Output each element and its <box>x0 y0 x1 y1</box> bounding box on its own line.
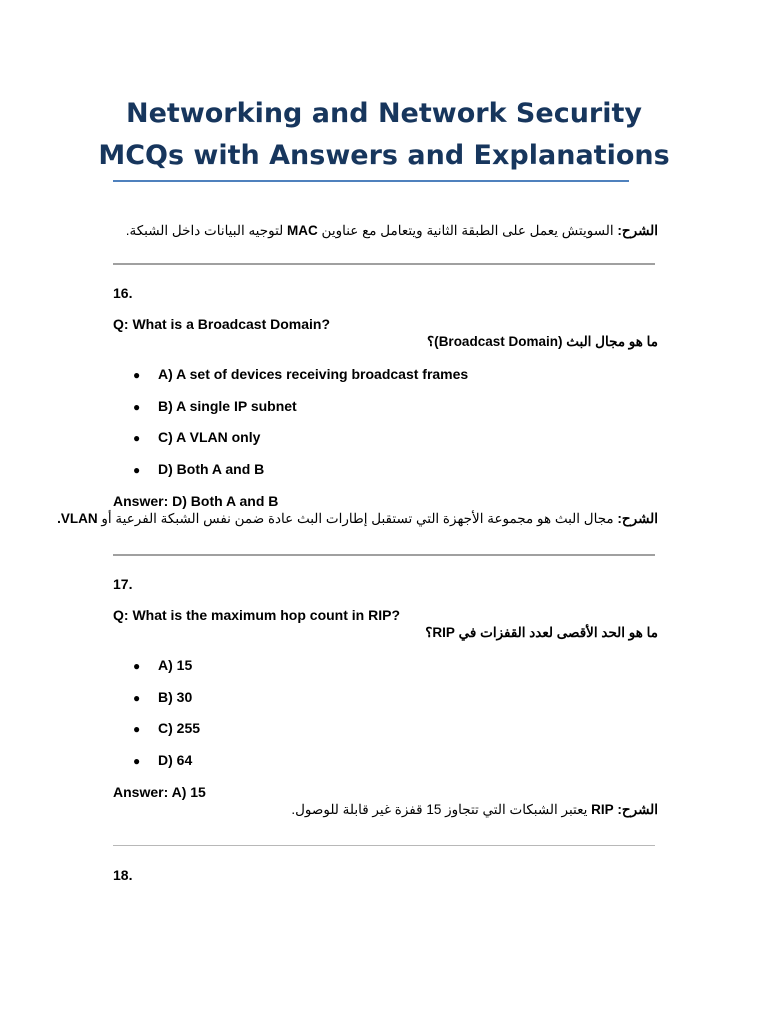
bullet-icon: ● <box>133 691 141 705</box>
section-divider <box>113 263 655 265</box>
bullet-icon: ● <box>133 368 141 382</box>
explanation-line <box>113 801 658 819</box>
bullet-icon: ● <box>133 431 141 445</box>
question-number: 16. <box>113 285 133 301</box>
explanation-text: مجال البث هو مجموعة الأجهزة التي تستقبل إطارات البث عادة ضمن نفس الشبكة الفرعية أو <box>101 511 614 526</box>
section-divider <box>113 554 655 556</box>
page-title-line1: Networking and Network Security <box>126 98 642 129</box>
question-text-ar <box>113 624 658 642</box>
option-item <box>133 397 297 416</box>
question-text-en: Q: What is a Broadcast Domain? <box>113 316 331 332</box>
explanation-line <box>57 510 658 528</box>
answer-line: Answer: A) 15 <box>113 784 206 800</box>
option-item <box>133 365 468 384</box>
explanation-term-mac: MAC <box>287 223 318 238</box>
explanation-text-post: لتوجيه البيانات داخل الشبكة. <box>125 223 284 238</box>
question-ar-term: (Broadcast Domain)؟ <box>427 334 563 349</box>
bullet-icon: ● <box>133 400 141 414</box>
option-item <box>133 428 260 447</box>
option-label: B) 30 <box>158 689 193 705</box>
option-item <box>133 688 192 707</box>
bullet-icon: ● <box>133 754 141 768</box>
explanation-label: الشرح: <box>617 511 658 526</box>
option-label: D) Both A and B <box>158 461 265 477</box>
option-label: A) A set of devices receiving broadcast frames <box>158 366 469 382</box>
option-label: A) 15 <box>158 657 193 673</box>
explanation-label: الشرح: <box>617 802 658 817</box>
bullet-icon: ● <box>133 722 141 736</box>
option-label: C) 255 <box>158 720 201 736</box>
question-number: 18. <box>113 867 133 883</box>
prev-explanation <box>113 222 658 240</box>
explanation-label: الشرح: <box>617 223 658 238</box>
question-ar-pre: ما هو الحد الأقصى لعدد القفزات في <box>458 625 658 640</box>
explanation-text: يعتبر الشبكات التي تتجاوز 15 قفزة غير قابلة للوصول. <box>291 802 588 817</box>
option-item <box>133 656 192 675</box>
question-number: 17. <box>113 576 133 592</box>
page-title <box>0 93 768 177</box>
page-title-line2: MCQs with Answers and Explanations <box>98 140 670 171</box>
title-underline <box>113 180 629 182</box>
bullet-icon: ● <box>133 659 141 673</box>
question-ar-pre: ما هو مجال البث <box>566 334 658 349</box>
option-item <box>133 460 264 479</box>
answer-line: Answer: D) Both A and B <box>113 493 279 509</box>
section-divider <box>113 845 655 846</box>
option-label: C) A VLAN only <box>158 429 261 445</box>
question-text-ar <box>113 333 658 351</box>
option-label: D) 64 <box>158 752 193 768</box>
question-text-en: Q: What is the maximum hop count in RIP? <box>113 607 401 623</box>
option-label: B) A single IP subnet <box>158 398 297 414</box>
explanation-term: VLAN. <box>57 511 98 526</box>
option-item <box>133 751 192 770</box>
question-ar-term: RIP؟ <box>425 625 455 640</box>
explanation-text-pre: السويتش يعمل على الطبقة الثانية ويتعامل مع عناوين <box>321 223 614 238</box>
explanation-term: RIP <box>591 802 614 817</box>
option-item <box>133 719 200 738</box>
bullet-icon: ● <box>133 463 141 477</box>
